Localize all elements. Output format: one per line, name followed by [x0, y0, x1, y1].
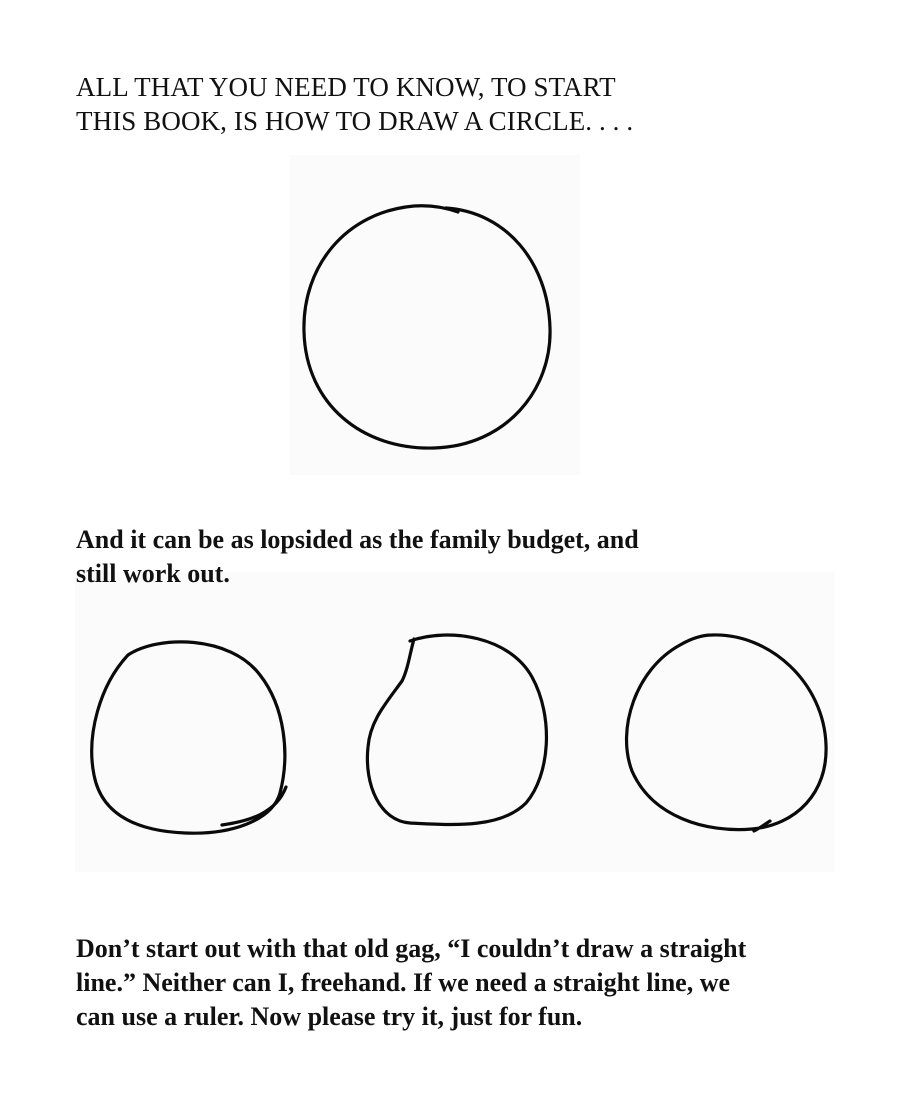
- paragraph-line: can use a ruler. Now please try it, just for fun.: [76, 1002, 583, 1031]
- lopsided-circles-illustration: [80, 625, 840, 840]
- lopsided-circle-middle: [367, 635, 546, 824]
- hand-drawn-circle: [304, 206, 550, 448]
- heading-line: ALL THAT YOU NEED TO KNOW, TO START: [76, 72, 616, 102]
- page-heading: [76, 70, 856, 138]
- hand-drawn-circle-illustration: [296, 200, 556, 460]
- lopsided-circle-right: [627, 635, 827, 831]
- paragraph-line: And it can be as lopsided as the family budget, and: [76, 525, 639, 554]
- lopsided-circle-left: [92, 642, 286, 833]
- heading-line: THIS BOOK, IS HOW TO DRAW A CIRCLE. . . .: [76, 106, 634, 136]
- paragraph-line: line.” Neither can I, freehand. If we need a straight line, we: [76, 968, 731, 997]
- paragraph-line: still work out.: [76, 559, 230, 588]
- paragraph-straight-line: [76, 932, 866, 1034]
- paragraph-line: Don’t start out with that old gag, “I couldn’t draw a straight: [76, 934, 747, 963]
- paragraph-lopsided: [76, 523, 866, 591]
